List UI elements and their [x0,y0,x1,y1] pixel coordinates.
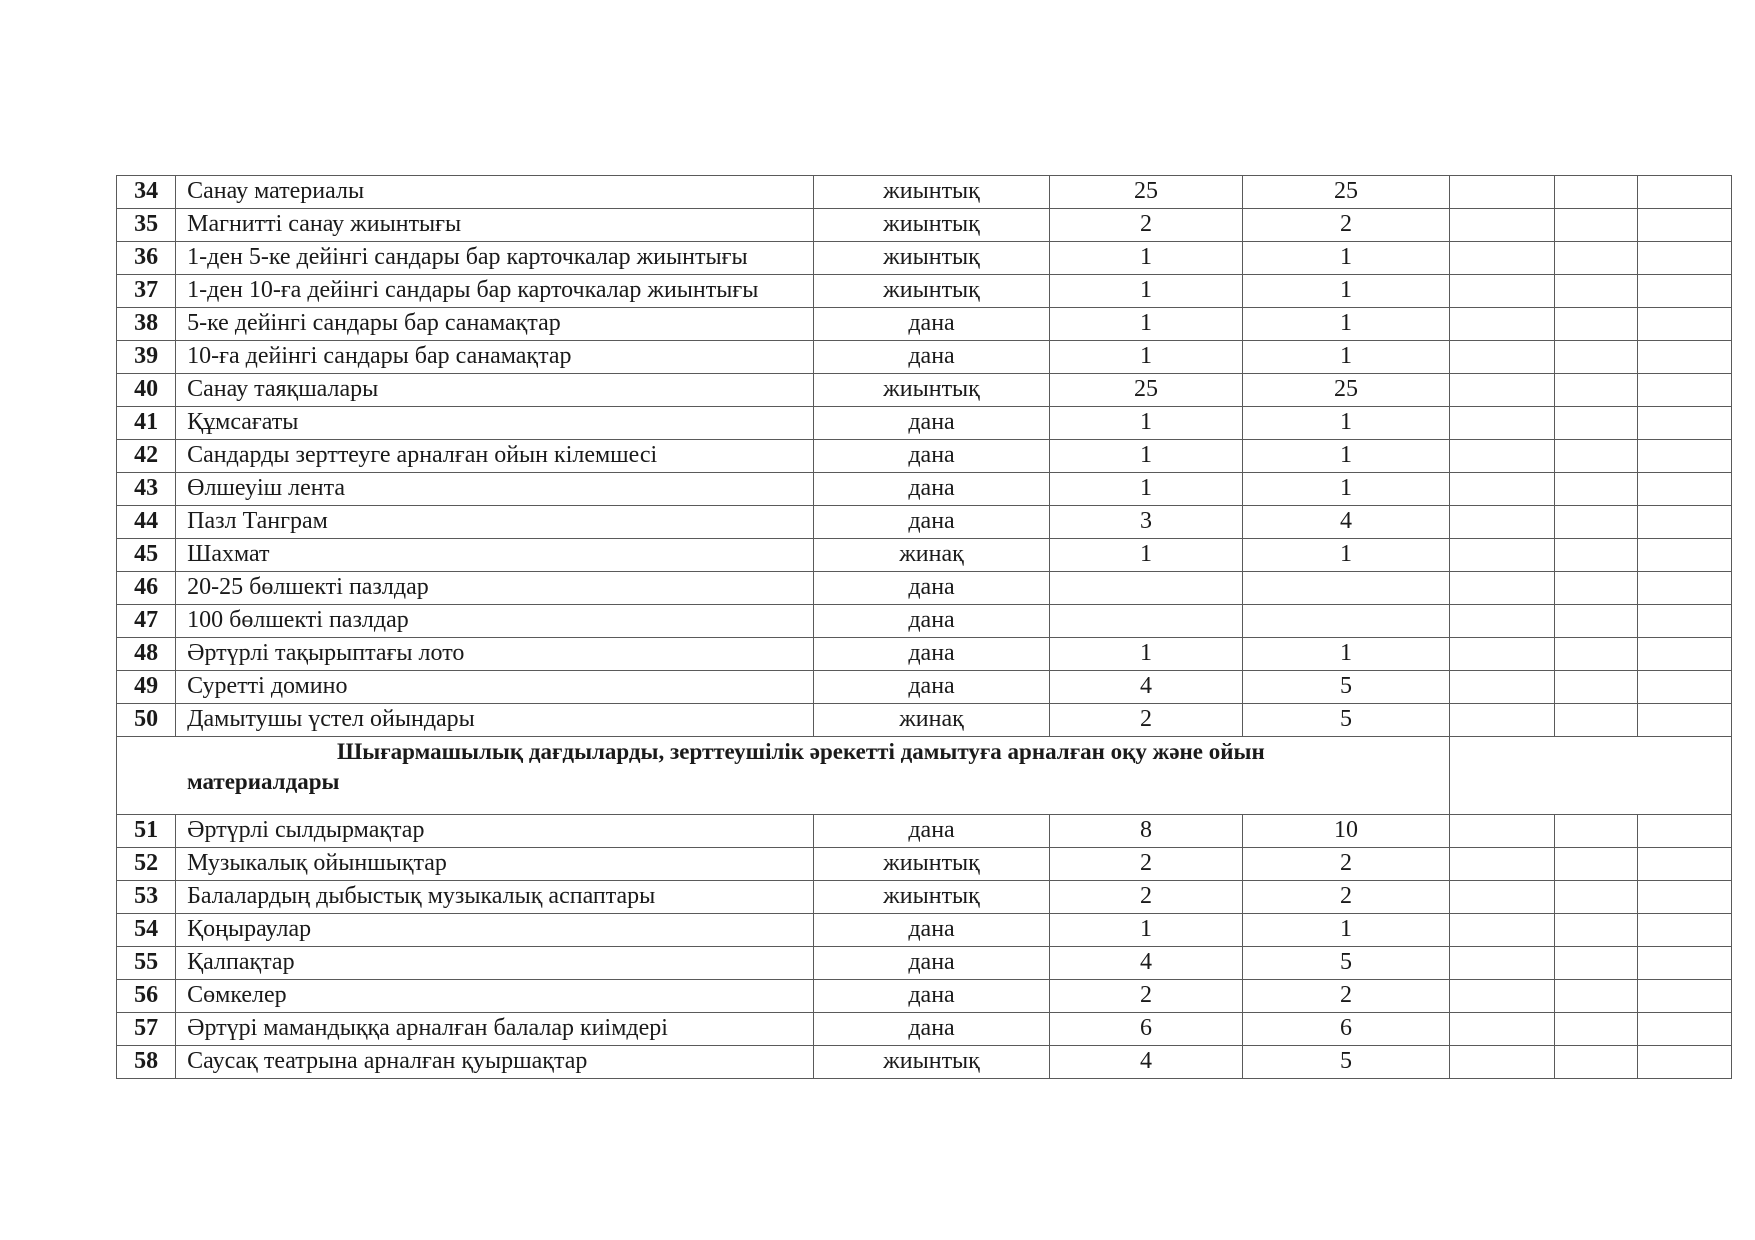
table-row [117,671,1732,704]
table-row [117,881,1732,914]
empty-cell [1554,704,1638,737]
empty-cell [1638,815,1732,848]
empty-cell [1554,275,1638,308]
empty-cell [1638,209,1732,242]
item-unit: дана [813,506,1050,539]
quantity-2: 2 [1242,881,1450,914]
table-row [117,407,1732,440]
section-blank-cell [1638,737,1732,815]
section-header-body [117,737,1732,815]
row-number: 36 [117,242,176,275]
row-number: 42 [117,440,176,473]
item-name: Санау материалы [176,176,814,209]
empty-cell [1450,980,1554,1013]
empty-cell [1554,440,1638,473]
quantity-2 [1242,572,1450,605]
item-name: Шахмат [176,539,814,572]
row-number: 58 [117,1046,176,1079]
item-unit: жиынтық [813,242,1050,275]
quantity-1: 4 [1050,1046,1242,1079]
quantity-1: 2 [1050,881,1242,914]
row-number: 34 [117,176,176,209]
quantity-1: 1 [1050,275,1242,308]
empty-cell [1554,176,1638,209]
empty-cell [1554,308,1638,341]
empty-cell [1554,374,1638,407]
quantity-1: 3 [1050,506,1242,539]
empty-cell [1554,539,1638,572]
quantity-2: 1 [1242,341,1450,374]
item-unit: дана [813,605,1050,638]
item-name: Құмсағаты [176,407,814,440]
empty-cell [1638,473,1732,506]
item-unit: дана [813,407,1050,440]
empty-cell [1554,242,1638,275]
empty-cell [1450,1046,1554,1079]
empty-cell [1450,341,1554,374]
table-row [117,539,1732,572]
table-row [117,638,1732,671]
item-name: Магнитті санау жиынтығы [176,209,814,242]
empty-cell [1450,947,1554,980]
row-number: 51 [117,815,176,848]
empty-cell [1450,374,1554,407]
item-name: Өлшеуіш лента [176,473,814,506]
empty-cell [1450,308,1554,341]
empty-cell [1638,506,1732,539]
quantity-2: 1 [1242,440,1450,473]
empty-cell [1554,572,1638,605]
empty-cell [1450,275,1554,308]
row-number: 38 [117,308,176,341]
quantity-2: 1 [1242,473,1450,506]
empty-cell [1638,341,1732,374]
item-unit: дана [813,914,1050,947]
empty-cell [1554,881,1638,914]
empty-cell [1450,572,1554,605]
empty-cell [1638,275,1732,308]
empty-cell [1554,605,1638,638]
quantity-2: 1 [1242,308,1450,341]
item-name: 5-ке дейінгі сандары бар санамақтар [176,308,814,341]
empty-cell [1450,848,1554,881]
table-row [117,704,1732,737]
table-row [117,308,1732,341]
item-name: 1-ден 10-ға дейінгі сандары бар карточкалар жиынтығы [176,275,814,308]
item-name: 10-ға дейінгі сандары бар санамақтар [176,341,814,374]
quantity-1: 8 [1050,815,1242,848]
item-name: 100 бөлшекті пазлдар [176,605,814,638]
section-blank-cell [1450,737,1554,815]
empty-cell [1638,374,1732,407]
item-unit: жинақ [813,539,1050,572]
quantity-1: 4 [1050,947,1242,980]
quantity-1: 2 [1050,848,1242,881]
table-row [117,1046,1732,1079]
empty-cell [1450,539,1554,572]
quantity-1: 1 [1050,473,1242,506]
empty-cell [1554,947,1638,980]
empty-cell [1638,980,1732,1013]
quantity-1 [1050,572,1242,605]
empty-cell [1554,473,1638,506]
empty-cell [1638,539,1732,572]
empty-cell [1450,881,1554,914]
row-number: 53 [117,881,176,914]
table-row [117,440,1732,473]
item-name: Дамытушы үстел ойындары [176,704,814,737]
item-unit: дана [813,815,1050,848]
row-number: 35 [117,209,176,242]
quantity-1: 1 [1050,638,1242,671]
row-number: 56 [117,980,176,1013]
table-row [117,980,1732,1013]
table-row [117,275,1732,308]
table-row [117,473,1732,506]
table-row [117,914,1732,947]
empty-cell [1450,209,1554,242]
quantity-2: 1 [1242,914,1450,947]
table-row [117,341,1732,374]
quantity-2: 1 [1242,407,1450,440]
empty-cell [1554,209,1638,242]
empty-cell [1450,176,1554,209]
quantity-2: 2 [1242,209,1450,242]
quantity-1: 25 [1050,374,1242,407]
table-row [117,209,1732,242]
empty-cell [1554,506,1638,539]
empty-cell [1638,440,1732,473]
item-unit: дана [813,473,1050,506]
quantity-1: 1 [1050,914,1242,947]
empty-cell [1450,605,1554,638]
item-name: Балалардың дыбыстық музыкалық аспаптары [176,881,814,914]
quantity-1: 1 [1050,308,1242,341]
table-row [117,947,1732,980]
quantity-2: 5 [1242,671,1450,704]
item-unit: жиынтық [813,275,1050,308]
empty-cell [1554,914,1638,947]
item-name: Әртүрі мамандыққа арналған балалар киімдері [176,1013,814,1046]
quantity-2: 6 [1242,1013,1450,1046]
item-unit: жиынтық [813,374,1050,407]
table-row [117,1013,1732,1046]
quantity-1 [1050,605,1242,638]
item-name: 1-ден 5-ке дейінгі сандары бар карточкалар жиынтығы [176,242,814,275]
empty-cell [1450,704,1554,737]
item-name: Қалпақтар [176,947,814,980]
item-unit: жиынтық [813,881,1050,914]
section-title: Шығармашылық дағдыларды, зерттеушілік әрекетті дамытуға арналған оқу және ойын материалдары [117,737,1450,815]
item-name: Музыкалық ойыншықтар [176,848,814,881]
empty-cell [1554,815,1638,848]
row-number: 55 [117,947,176,980]
row-number: 37 [117,275,176,308]
quantity-1: 2 [1050,704,1242,737]
row-number: 43 [117,473,176,506]
row-number: 52 [117,848,176,881]
row-number: 40 [117,374,176,407]
quantity-2: 2 [1242,848,1450,881]
table-row [117,605,1732,638]
item-unit: жиынтық [813,1046,1050,1079]
quantity-1: 4 [1050,671,1242,704]
empty-cell [1638,176,1732,209]
empty-cell [1638,671,1732,704]
item-name: Суретті домино [176,671,814,704]
row-number: 44 [117,506,176,539]
quantity-1: 6 [1050,1013,1242,1046]
empty-cell [1450,671,1554,704]
item-name: Әртүрлі тақырыптағы лото [176,638,814,671]
empty-cell [1450,407,1554,440]
empty-cell [1554,407,1638,440]
quantity-2: 5 [1242,947,1450,980]
item-unit: дана [813,638,1050,671]
empty-cell [1450,914,1554,947]
table-body-part-2 [117,815,1732,1079]
quantity-2: 10 [1242,815,1450,848]
table-row [117,242,1732,275]
empty-cell [1554,671,1638,704]
item-unit: дана [813,440,1050,473]
table-row [117,374,1732,407]
table-row [117,176,1732,209]
empty-cell [1638,848,1732,881]
empty-cell [1638,914,1732,947]
quantity-1: 2 [1050,209,1242,242]
quantity-1: 1 [1050,242,1242,275]
item-name: 20-25 бөлшекті пазлдар [176,572,814,605]
quantity-1: 1 [1050,341,1242,374]
quantity-1: 2 [1050,980,1242,1013]
empty-cell [1450,638,1554,671]
item-name: Сандарды зерттеуге арналған ойын кілемшесі [176,440,814,473]
quantity-1: 1 [1050,440,1242,473]
table-row [117,815,1732,848]
empty-cell [1638,704,1732,737]
empty-cell [1554,1046,1638,1079]
empty-cell [1450,506,1554,539]
empty-cell [1638,605,1732,638]
quantity-2: 1 [1242,539,1450,572]
document-page [116,175,1732,1079]
empty-cell [1450,242,1554,275]
row-number: 48 [117,638,176,671]
item-unit: дана [813,1013,1050,1046]
item-unit: жинақ [813,704,1050,737]
row-number: 54 [117,914,176,947]
empty-cell [1450,440,1554,473]
row-number: 45 [117,539,176,572]
empty-cell [1450,473,1554,506]
empty-cell [1638,638,1732,671]
table-row [117,506,1732,539]
item-unit: дана [813,671,1050,704]
table-row [117,572,1732,605]
row-number: 49 [117,671,176,704]
item-name: Санау таяқшалары [176,374,814,407]
empty-cell [1450,815,1554,848]
item-unit: дана [813,341,1050,374]
empty-cell [1638,881,1732,914]
row-number: 50 [117,704,176,737]
empty-cell [1450,1013,1554,1046]
quantity-1: 1 [1050,539,1242,572]
quantity-2: 1 [1242,242,1450,275]
row-number: 46 [117,572,176,605]
item-name: Сөмкелер [176,980,814,1013]
empty-cell [1638,572,1732,605]
quantity-2: 25 [1242,176,1450,209]
item-name: Қоңыраулар [176,914,814,947]
quantity-2: 4 [1242,506,1450,539]
item-name: Саусақ театрына арналған қуыршақтар [176,1046,814,1079]
item-unit: дана [813,308,1050,341]
item-unit: дана [813,947,1050,980]
empty-cell [1554,638,1638,671]
item-name: Пазл Танграм [176,506,814,539]
empty-cell [1638,407,1732,440]
row-number: 57 [117,1013,176,1046]
empty-cell [1554,341,1638,374]
empty-cell [1638,242,1732,275]
row-number: 41 [117,407,176,440]
empty-cell [1554,1013,1638,1046]
quantity-2: 1 [1242,275,1450,308]
item-unit: жиынтық [813,209,1050,242]
section-blank-cell [1554,737,1638,815]
row-number: 47 [117,605,176,638]
table-row [117,848,1732,881]
quantity-2: 25 [1242,374,1450,407]
item-unit: жиынтық [813,848,1050,881]
quantity-2 [1242,605,1450,638]
item-unit: жиынтық [813,176,1050,209]
empty-cell [1554,848,1638,881]
section-header-row [117,737,1732,815]
empty-cell [1638,947,1732,980]
empty-cell [1638,1046,1732,1079]
quantity-1: 25 [1050,176,1242,209]
inventory-table [116,175,1732,1079]
empty-cell [1638,1013,1732,1046]
quantity-1: 1 [1050,407,1242,440]
quantity-2: 2 [1242,980,1450,1013]
empty-cell [1638,308,1732,341]
empty-cell [1554,980,1638,1013]
quantity-2: 1 [1242,638,1450,671]
quantity-2: 5 [1242,1046,1450,1079]
table-body-part-1 [117,176,1732,737]
row-number: 39 [117,341,176,374]
item-unit: дана [813,980,1050,1013]
item-unit: дана [813,572,1050,605]
item-name: Әртүрлі сылдырмақтар [176,815,814,848]
quantity-2: 5 [1242,704,1450,737]
